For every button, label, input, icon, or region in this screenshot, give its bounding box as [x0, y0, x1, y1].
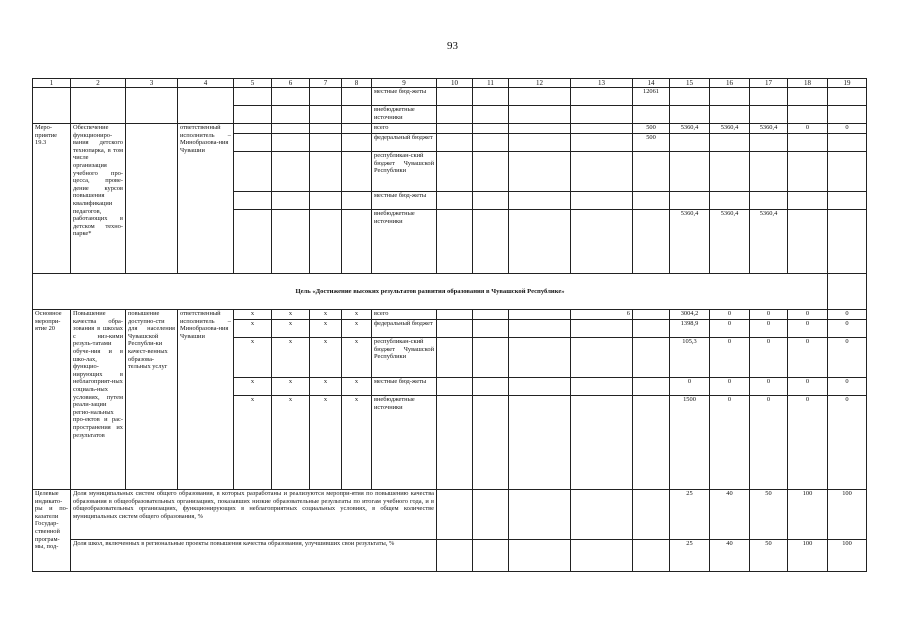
value-cell: 0 — [828, 124, 867, 134]
column-number: 17 — [750, 79, 788, 88]
cell-empty — [473, 338, 509, 378]
cell-empty — [670, 192, 710, 210]
value-cell: 6 — [571, 310, 633, 320]
cell-empty — [342, 192, 372, 210]
cell-empty — [310, 106, 342, 124]
value-cell: 0 — [710, 396, 750, 490]
cell-empty — [710, 106, 750, 124]
cell-empty — [509, 88, 571, 106]
value-cell: х — [310, 320, 342, 338]
value-cell: х — [342, 310, 372, 320]
value-cell: 0 — [828, 396, 867, 490]
value-cell: х — [272, 338, 310, 378]
cell-empty — [234, 124, 272, 134]
cell-empty — [828, 134, 867, 152]
column-number: 5 — [234, 79, 272, 88]
cell-empty — [633, 192, 670, 210]
cell-empty — [788, 192, 828, 210]
cell-empty — [633, 152, 670, 192]
value-cell: 5360,4 — [670, 210, 710, 274]
column-number: 8 — [342, 79, 372, 88]
cell-empty — [234, 152, 272, 192]
column-number: 7 — [310, 79, 342, 88]
table-row — [33, 310, 867, 320]
value-cell: х — [342, 378, 372, 396]
cell-empty — [126, 124, 178, 274]
cell-empty — [670, 88, 710, 106]
value-cell: х — [234, 378, 272, 396]
cell-empty — [342, 124, 372, 134]
page-number: 93 — [447, 40, 458, 52]
cell-empty — [788, 210, 828, 274]
value-cell: 105,3 — [670, 338, 710, 378]
column-number: 10 — [437, 79, 473, 88]
column-number: 14 — [633, 79, 670, 88]
cell-empty — [234, 88, 272, 106]
value-cell: х — [234, 320, 272, 338]
cell-empty — [310, 124, 342, 134]
column-number: 6 — [272, 79, 310, 88]
cell-empty — [509, 192, 571, 210]
value-cell: х — [234, 396, 272, 490]
column-number: 13 — [571, 79, 633, 88]
cell-empty — [234, 192, 272, 210]
column-number: 2 — [71, 79, 126, 88]
cell-empty — [473, 320, 509, 338]
value-cell: 0 — [710, 378, 750, 396]
value-cell: 5360,4 — [750, 210, 788, 274]
funding-source: всего — [372, 310, 437, 320]
cell-empty — [788, 88, 828, 106]
cell-empty — [633, 210, 670, 274]
cell-empty — [272, 192, 310, 210]
measure-label: Меро-приятие 19.3 — [33, 124, 71, 274]
cell-empty — [234, 106, 272, 124]
value-cell: 1500 — [670, 396, 710, 490]
funding-source: местные бюд-жеты — [372, 192, 437, 210]
value-cell: 0 — [710, 310, 750, 320]
cell-empty — [571, 106, 633, 124]
cell-empty — [509, 320, 571, 338]
value-cell: 0 — [750, 396, 788, 490]
funding-source: федеральный бюджет — [372, 134, 437, 152]
cell-empty — [473, 378, 509, 396]
value-cell: 500 — [633, 134, 670, 152]
cell-empty — [788, 134, 828, 152]
cell-empty — [571, 88, 633, 106]
cell-empty — [272, 124, 310, 134]
cell-empty — [710, 152, 750, 192]
value-cell: х — [310, 396, 342, 490]
cell-empty — [571, 320, 633, 338]
cell-empty — [670, 152, 710, 192]
value-cell: 0 — [750, 310, 788, 320]
column-number: 3 — [126, 79, 178, 88]
table-row — [33, 124, 867, 134]
funding-source: местные бюд-жеты — [372, 378, 437, 396]
value-cell: 0 — [750, 378, 788, 396]
cell-empty — [633, 396, 670, 490]
cell-empty — [750, 134, 788, 152]
funding-source: местные бюд-жеты — [372, 88, 437, 106]
funding-source: республикан-ский бюджет Чувашской Республики — [372, 338, 437, 378]
value-cell: х — [310, 338, 342, 378]
value-cell: х — [342, 338, 372, 378]
measure-description: Повышение качества обра-зования в школах с низ-кими резуль-татами обуче-ния и в шко-лах, функцио-нирующих в неблагоприят-ных социаль-ных условиях, путем реали-зации регио-нальных про-ектов и рас-пространения их результатов — [71, 310, 126, 490]
value-cell: 100 — [828, 490, 867, 540]
cell-empty — [437, 152, 473, 192]
value-cell: 40 — [710, 490, 750, 540]
cell-empty — [473, 88, 509, 106]
goal-title: Цель «Достижение высоких результатов развития образования в Чувашской Республике» — [33, 274, 828, 310]
funding-source: республикан-ский бюджет Чувашской Республики — [372, 152, 437, 192]
indicator-text: Доля школ, включенных в региональные проекты повышения качества образования, улучшивших свои результаты, % — [71, 540, 437, 572]
cell-empty — [437, 210, 473, 274]
cell-empty — [509, 210, 571, 274]
value-cell: 0 — [788, 378, 828, 396]
cell-empty — [571, 134, 633, 152]
cell-empty — [571, 396, 633, 490]
value-cell: 0 — [828, 378, 867, 396]
cell-empty — [437, 338, 473, 378]
column-number: 4 — [178, 79, 234, 88]
cell-empty — [571, 210, 633, 274]
cell-empty — [473, 124, 509, 134]
cell-empty — [473, 134, 509, 152]
cell-empty — [473, 490, 509, 540]
table-row — [33, 88, 867, 106]
value-cell: х — [342, 396, 372, 490]
funding-source: федеральный бюджет — [372, 320, 437, 338]
value-cell: х — [310, 310, 342, 320]
cell-empty — [828, 88, 867, 106]
cell-empty — [509, 152, 571, 192]
cell-empty — [437, 540, 473, 572]
value-cell: 3004,2 — [670, 310, 710, 320]
value-cell: 0 — [788, 338, 828, 378]
column-number: 16 — [710, 79, 750, 88]
column-number: 11 — [473, 79, 509, 88]
column-number: 19 — [828, 79, 867, 88]
value-cell: 5360,4 — [710, 124, 750, 134]
cell-empty — [571, 192, 633, 210]
cell-empty — [473, 152, 509, 192]
cell-empty — [437, 378, 473, 396]
value-cell: 0 — [788, 124, 828, 134]
cell-empty — [509, 378, 571, 396]
measure-label: Основное меропри-ятие 20 — [33, 310, 71, 490]
cell-empty — [473, 540, 509, 572]
cell-empty — [437, 192, 473, 210]
cell-empty — [310, 88, 342, 106]
cell-empty — [437, 134, 473, 152]
column-number: 1 — [33, 79, 71, 88]
cell-empty — [437, 490, 473, 540]
cell-empty — [710, 192, 750, 210]
value-cell: 5360,4 — [750, 124, 788, 134]
column-number-row — [33, 79, 867, 88]
indicator-text: Доля муниципальных систем общего образования, в которых разработаны и реализуются меропри-ятия по повышению качества образования в общеобразовательных организациях, показавших низкие образовательные результаты по итогам учебного года, и в общеобразовательных организациях, функционирующих в неблагоприятных социальных условиях, в общем количестве муниципальных систем общего образования, % — [71, 490, 437, 540]
value-cell: 0 — [710, 338, 750, 378]
value-cell: 25 — [670, 540, 710, 572]
cell-empty — [509, 338, 571, 378]
cell-empty — [473, 192, 509, 210]
cell-empty — [750, 88, 788, 106]
value-cell: 0 — [828, 338, 867, 378]
value-cell: х — [272, 396, 310, 490]
value-cell: 50 — [750, 540, 788, 572]
value-cell: 1398,9 — [670, 320, 710, 338]
value-cell: х — [272, 310, 310, 320]
cell-empty — [633, 540, 670, 572]
value-cell: 0 — [788, 310, 828, 320]
cell-empty — [509, 134, 571, 152]
value-cell: 0 — [828, 320, 867, 338]
value-cell: 100 — [788, 490, 828, 540]
column-number: 9 — [372, 79, 437, 88]
cell-empty — [828, 106, 867, 124]
cell-empty — [71, 88, 126, 124]
cell-empty — [473, 210, 509, 274]
cell-empty — [310, 134, 342, 152]
value-cell: х — [342, 320, 372, 338]
cell-empty — [272, 210, 310, 274]
cell-empty — [509, 106, 571, 124]
funding-source: внебюджетные источники — [372, 210, 437, 274]
cell-empty — [473, 396, 509, 490]
cell-empty — [750, 106, 788, 124]
cell-empty — [437, 396, 473, 490]
funding-source: внебюджетные источники — [372, 106, 437, 124]
cell-empty — [33, 88, 71, 124]
value-cell: х — [234, 338, 272, 378]
value-cell: 50 — [750, 490, 788, 540]
column-number: 18 — [788, 79, 828, 88]
value-cell: 12061 — [633, 88, 670, 106]
value-cell: 0 — [788, 396, 828, 490]
value-cell: 100 — [788, 540, 828, 572]
cell-empty — [571, 124, 633, 134]
measure-goal: повышение доступно-сти для населения Чувашской Республи-ки качест-венных образова-тельных услуг — [126, 310, 178, 490]
cell-empty — [437, 310, 473, 320]
value-cell: 0 — [750, 338, 788, 378]
value-cell: 0 — [788, 320, 828, 338]
cell-empty — [633, 378, 670, 396]
cell-empty — [310, 192, 342, 210]
cell-empty — [710, 88, 750, 106]
cell-empty — [828, 274, 867, 310]
goal-row — [33, 274, 867, 310]
column-number: 15 — [670, 79, 710, 88]
value-cell: х — [234, 310, 272, 320]
cell-empty — [437, 106, 473, 124]
value-cell: х — [272, 378, 310, 396]
cell-empty — [342, 106, 372, 124]
indicator-row — [33, 540, 867, 572]
cell-empty — [473, 106, 509, 124]
cell-empty — [310, 210, 342, 274]
cell-empty — [509, 396, 571, 490]
cell-empty — [272, 88, 310, 106]
cell-empty — [310, 152, 342, 192]
value-cell: 0 — [828, 310, 867, 320]
cell-empty — [633, 490, 670, 540]
value-cell: 100 — [828, 540, 867, 572]
cell-empty — [126, 88, 178, 124]
value-cell: 500 — [633, 124, 670, 134]
cell-empty — [437, 88, 473, 106]
responsible-executor: ответственный исполнитель – Минобразова-ния Чувашии — [178, 124, 234, 274]
funding-source: внебюджетные источники — [372, 396, 437, 490]
cell-empty — [342, 134, 372, 152]
value-cell: 5360,4 — [710, 210, 750, 274]
cell-empty — [437, 320, 473, 338]
cell-empty — [828, 192, 867, 210]
cell-empty — [272, 134, 310, 152]
cell-empty — [234, 134, 272, 152]
cell-empty — [437, 124, 473, 134]
value-cell: 5360,4 — [670, 124, 710, 134]
cell-empty — [828, 210, 867, 274]
cell-empty — [473, 310, 509, 320]
budget-table — [32, 78, 867, 572]
indicators-label: Целевые индикато-ры и по-казатели Государ-ственной програм-мы, под- — [33, 490, 71, 572]
cell-empty — [633, 310, 670, 320]
cell-empty — [571, 338, 633, 378]
cell-empty — [571, 378, 633, 396]
value-cell: 0 — [670, 378, 710, 396]
cell-empty — [670, 134, 710, 152]
column-number: 12 — [509, 79, 571, 88]
cell-empty — [272, 152, 310, 192]
cell-empty — [509, 124, 571, 134]
value-cell: 40 — [710, 540, 750, 572]
cell-empty — [633, 338, 670, 378]
cell-empty — [342, 88, 372, 106]
cell-empty — [571, 540, 633, 572]
measure-description: Обеспечение функциониро-вания детского технопарка, в том числе организация учебного про-цесса, прове-дение курсов повышения квалификации педагогов, работающих в детском техно-парке* — [71, 124, 126, 274]
cell-empty — [788, 152, 828, 192]
cell-empty — [509, 490, 571, 540]
cell-empty — [571, 490, 633, 540]
cell-empty — [509, 540, 571, 572]
cell-empty — [710, 134, 750, 152]
cell-empty — [571, 152, 633, 192]
cell-empty — [633, 320, 670, 338]
value-cell: 0 — [750, 320, 788, 338]
value-cell: х — [272, 320, 310, 338]
cell-empty — [342, 152, 372, 192]
cell-empty — [788, 106, 828, 124]
cell-empty — [670, 106, 710, 124]
cell-empty — [750, 192, 788, 210]
value-cell: х — [310, 378, 342, 396]
cell-empty — [272, 106, 310, 124]
funding-source: всего — [372, 124, 437, 134]
value-cell: 0 — [710, 320, 750, 338]
cell-empty — [234, 210, 272, 274]
cell-empty — [509, 310, 571, 320]
value-cell: 25 — [670, 490, 710, 540]
cell-empty — [178, 88, 234, 124]
responsible-executor: ответственный исполнитель – Минобразова-ния Чувашии — [178, 310, 234, 490]
cell-empty — [342, 210, 372, 274]
indicator-row — [33, 490, 867, 540]
cell-empty — [750, 152, 788, 192]
cell-empty — [828, 152, 867, 192]
cell-empty — [633, 106, 670, 124]
